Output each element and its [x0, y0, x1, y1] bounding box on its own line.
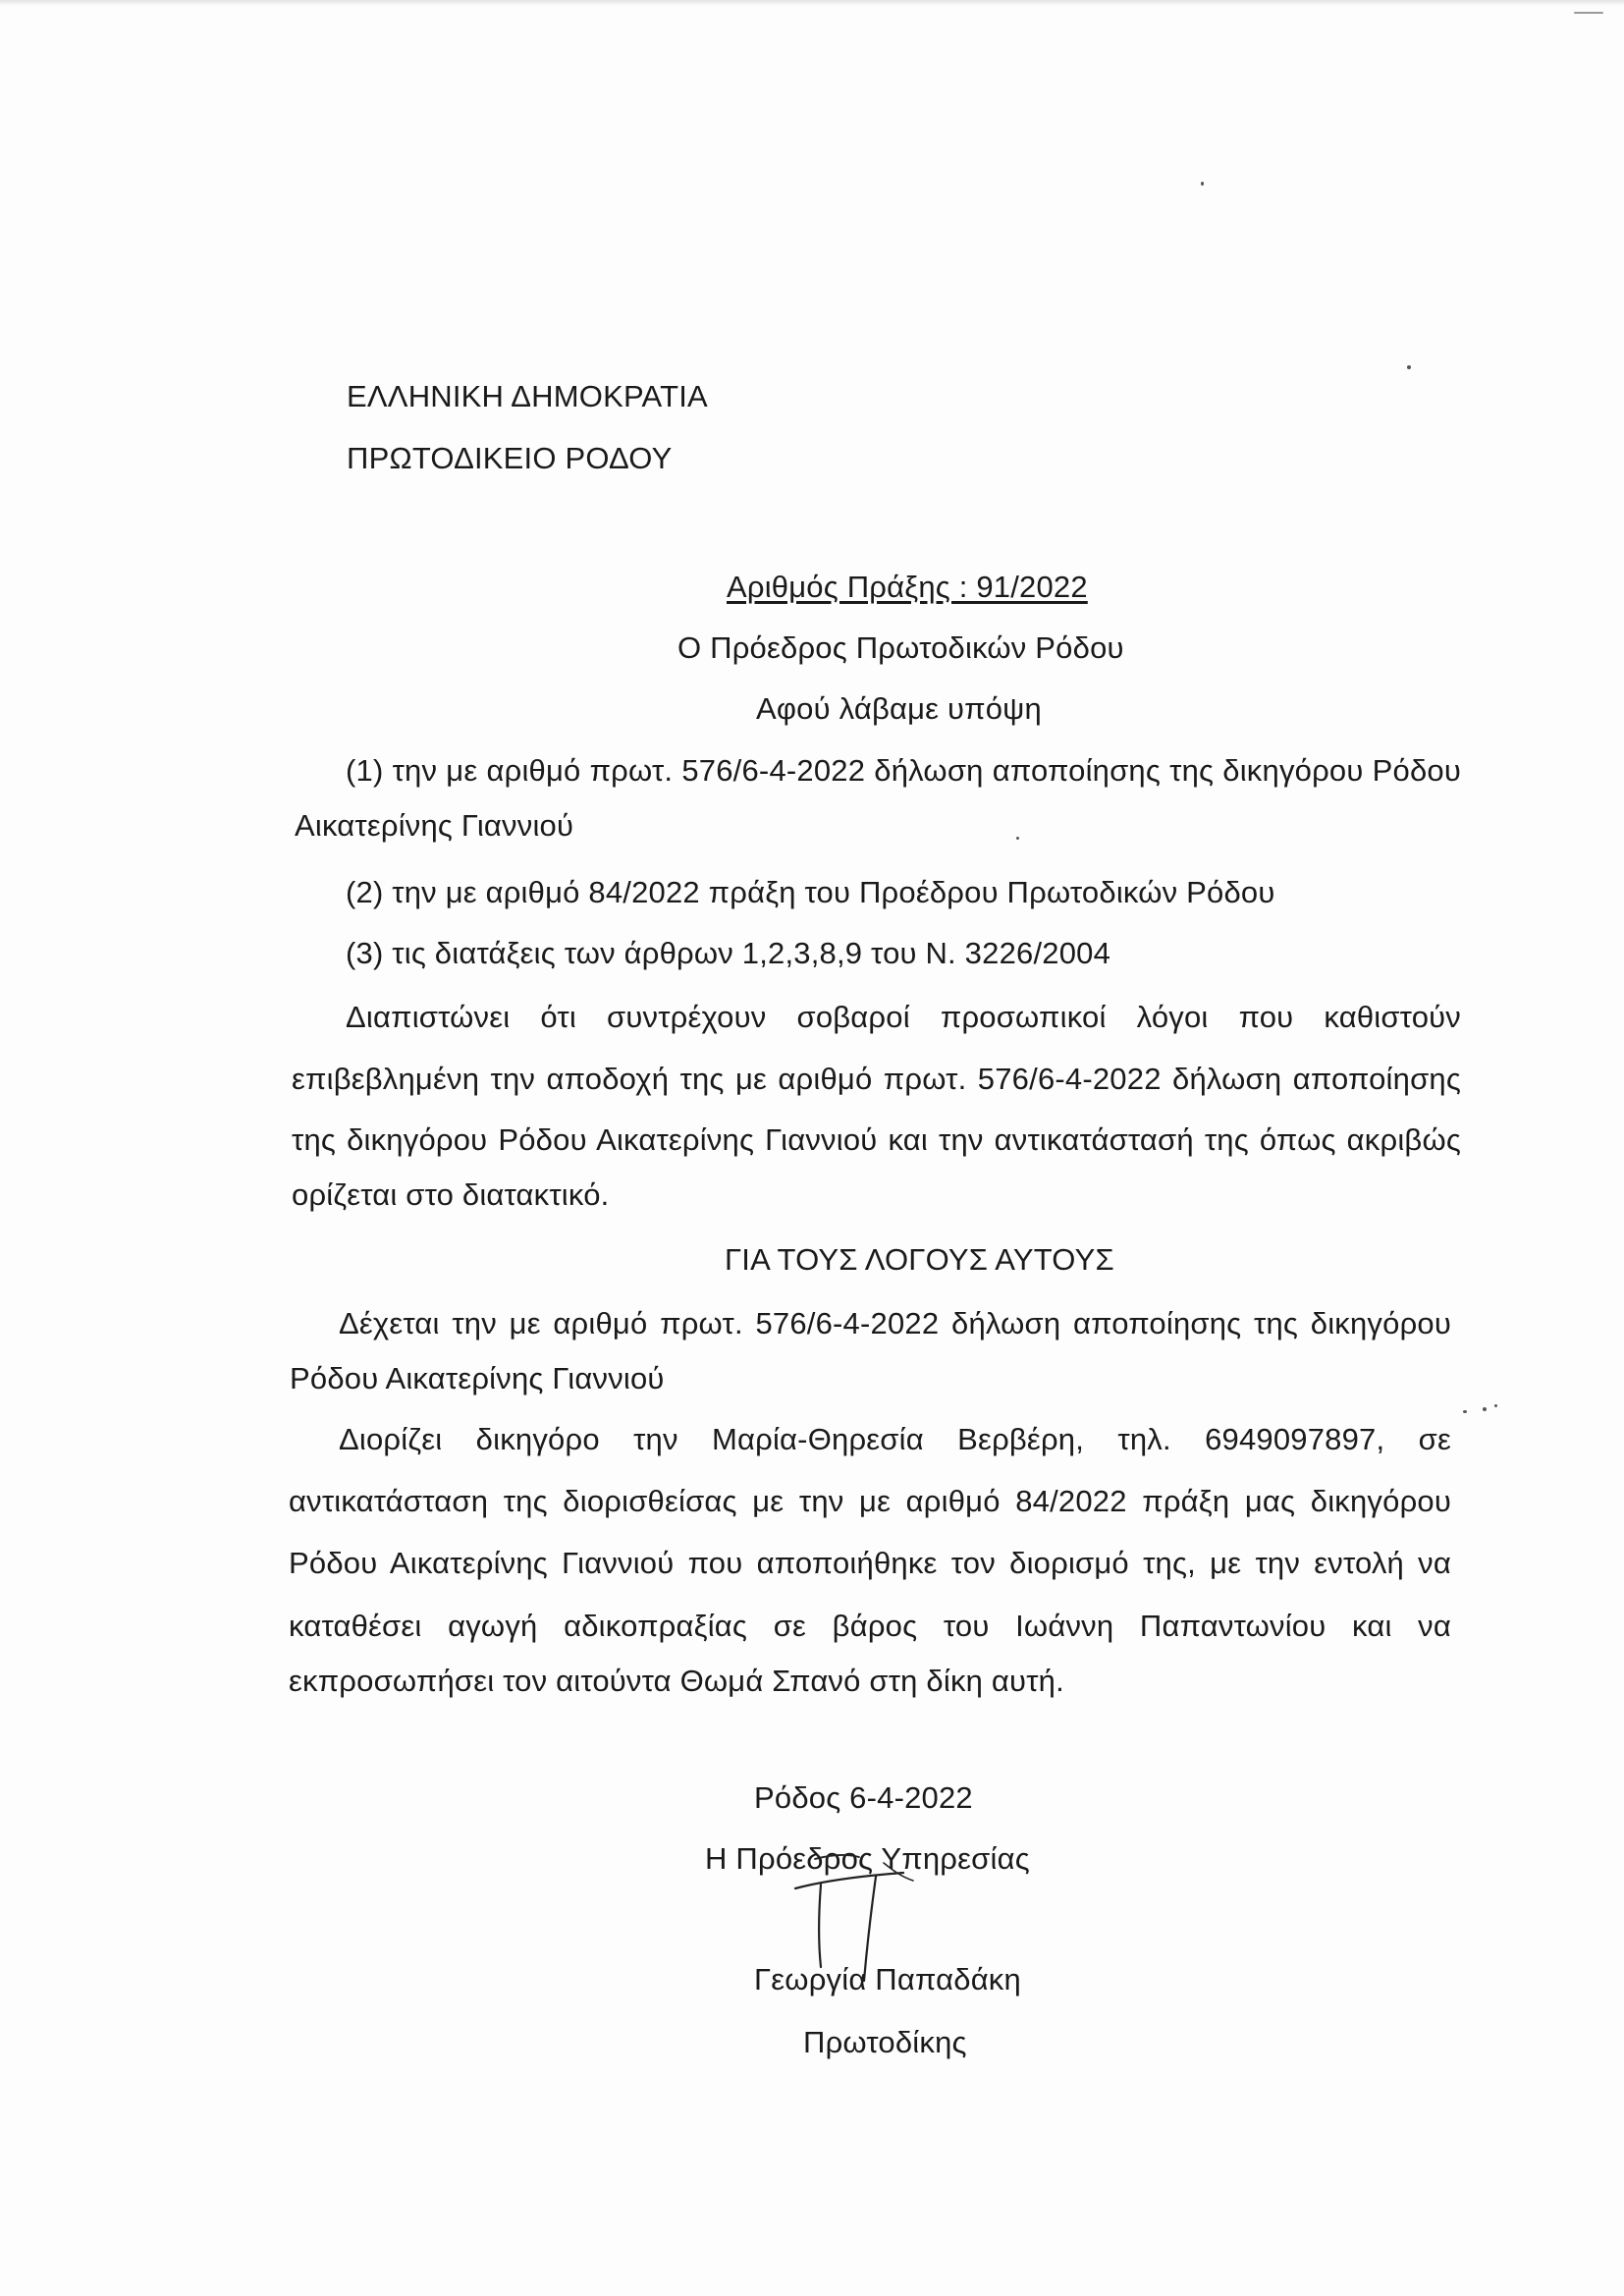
scan-edge — [0, 0, 1624, 6]
issuer-line: Ο Πρόεδρος Πρωτοδικών Ρόδου — [677, 630, 1124, 665]
ruling-heading: ΓΙΑ ΤΟΥΣ ΛΟΓΟΥΣ ΑΥΤΟΥΣ — [725, 1242, 1114, 1277]
place-date: Ρόδος 6-4-2022 — [754, 1780, 973, 1815]
ruling-appoint-line-4: καταθέσει αγωγή αδικοπραξίας σε βάρος του Ιωάννη Παπαντωνίου και να — [289, 1609, 1451, 1643]
consideration-1-line-2: Αικατερίνης Γιαννιού — [295, 808, 574, 843]
ruling-appoint-line-5: εκπροσωπήσει τον αιτούντα Θωμά Σπανό στη δίκη αυτή. — [289, 1664, 1064, 1698]
court-heading: ΠΡΩΤΟΔΙΚΕΙΟ ΡΟΔΟΥ — [347, 441, 673, 475]
finding-line-1: Διαπιστώνει ότι συντρέχουν σοβαροί προσωπικοί λόγοι που καθιστούν — [346, 1000, 1461, 1034]
ruling-accept-line-2: Ρόδου Αικατερίνης Γιαννιού — [290, 1361, 665, 1395]
ruling-appoint-line-1: Διορίζει δικηγόρο την Μαρία-Θηρεσία Βερβέρη, τηλ. 6949097897, σε — [339, 1422, 1451, 1456]
act-number: Αριθμός Πράξης : 91/2022 — [727, 570, 1088, 604]
ruling-appoint-line-3: Ρόδου Αικατερίνης Γιαννιού που αποποιήθηκε τον διορισμό της, με την εντολή να — [289, 1546, 1451, 1580]
scan-speck — [1201, 182, 1204, 186]
consideration-1-line-1: (1) την με αριθμό πρωτ. 576/6-4-2022 δήλωση αποποίησης της δικηγόρου Ρόδου — [346, 753, 1461, 788]
finding-line-3: της δικηγόρου Ρόδου Αικατερίνης Γιαννιού και την αντικατάστασή της όπως ακριβώς — [292, 1122, 1461, 1157]
signatory-name: Γεωργία Παπαδάκη — [754, 1962, 1021, 1996]
signatory-title: Πρωτοδίκης — [803, 2025, 967, 2059]
considering-line: Αφού λάβαμε υπόψη — [756, 691, 1042, 726]
scan-speck — [1574, 12, 1603, 14]
country-heading: ΕΛΛΗΝΙΚΗ ΔΗΜΟΚΡΑΤΙΑ — [347, 379, 708, 413]
signatory-role: Η Πρόεδρος Υπηρεσίας — [705, 1841, 1030, 1876]
ruling-appoint-line-2: αντικατάσταση της διορισθείσας με την με αριθμό 84/2022 πράξη μας δικηγόρου — [289, 1484, 1451, 1518]
scan-speck — [1463, 1410, 1467, 1413]
finding-line-4: ορίζεται στο διατακτικό. — [292, 1177, 610, 1212]
scan-speck — [1016, 837, 1019, 840]
scan-speck — [1494, 1404, 1497, 1407]
ruling-accept-line-1: Δέχεται την με αριθμό πρωτ. 576/6-4-2022 δήλωση αποποίησης της δικηγόρου — [339, 1306, 1451, 1340]
finding-line-2: επιβεβλημένη την αποδοχή της με αριθμό πρωτ. 576/6-4-2022 δήλωση αποποίησης — [292, 1062, 1461, 1096]
scan-speck — [1407, 365, 1411, 369]
consideration-3: (3) τις διατάξεις των άρθρων 1,2,3,8,9 του Ν. 3226/2004 — [346, 936, 1111, 970]
scan-speck — [1483, 1407, 1487, 1411]
consideration-2: (2) την με αριθμό 84/2022 πράξη του Προέδρου Πρωτοδικών Ρόδου — [346, 875, 1275, 909]
